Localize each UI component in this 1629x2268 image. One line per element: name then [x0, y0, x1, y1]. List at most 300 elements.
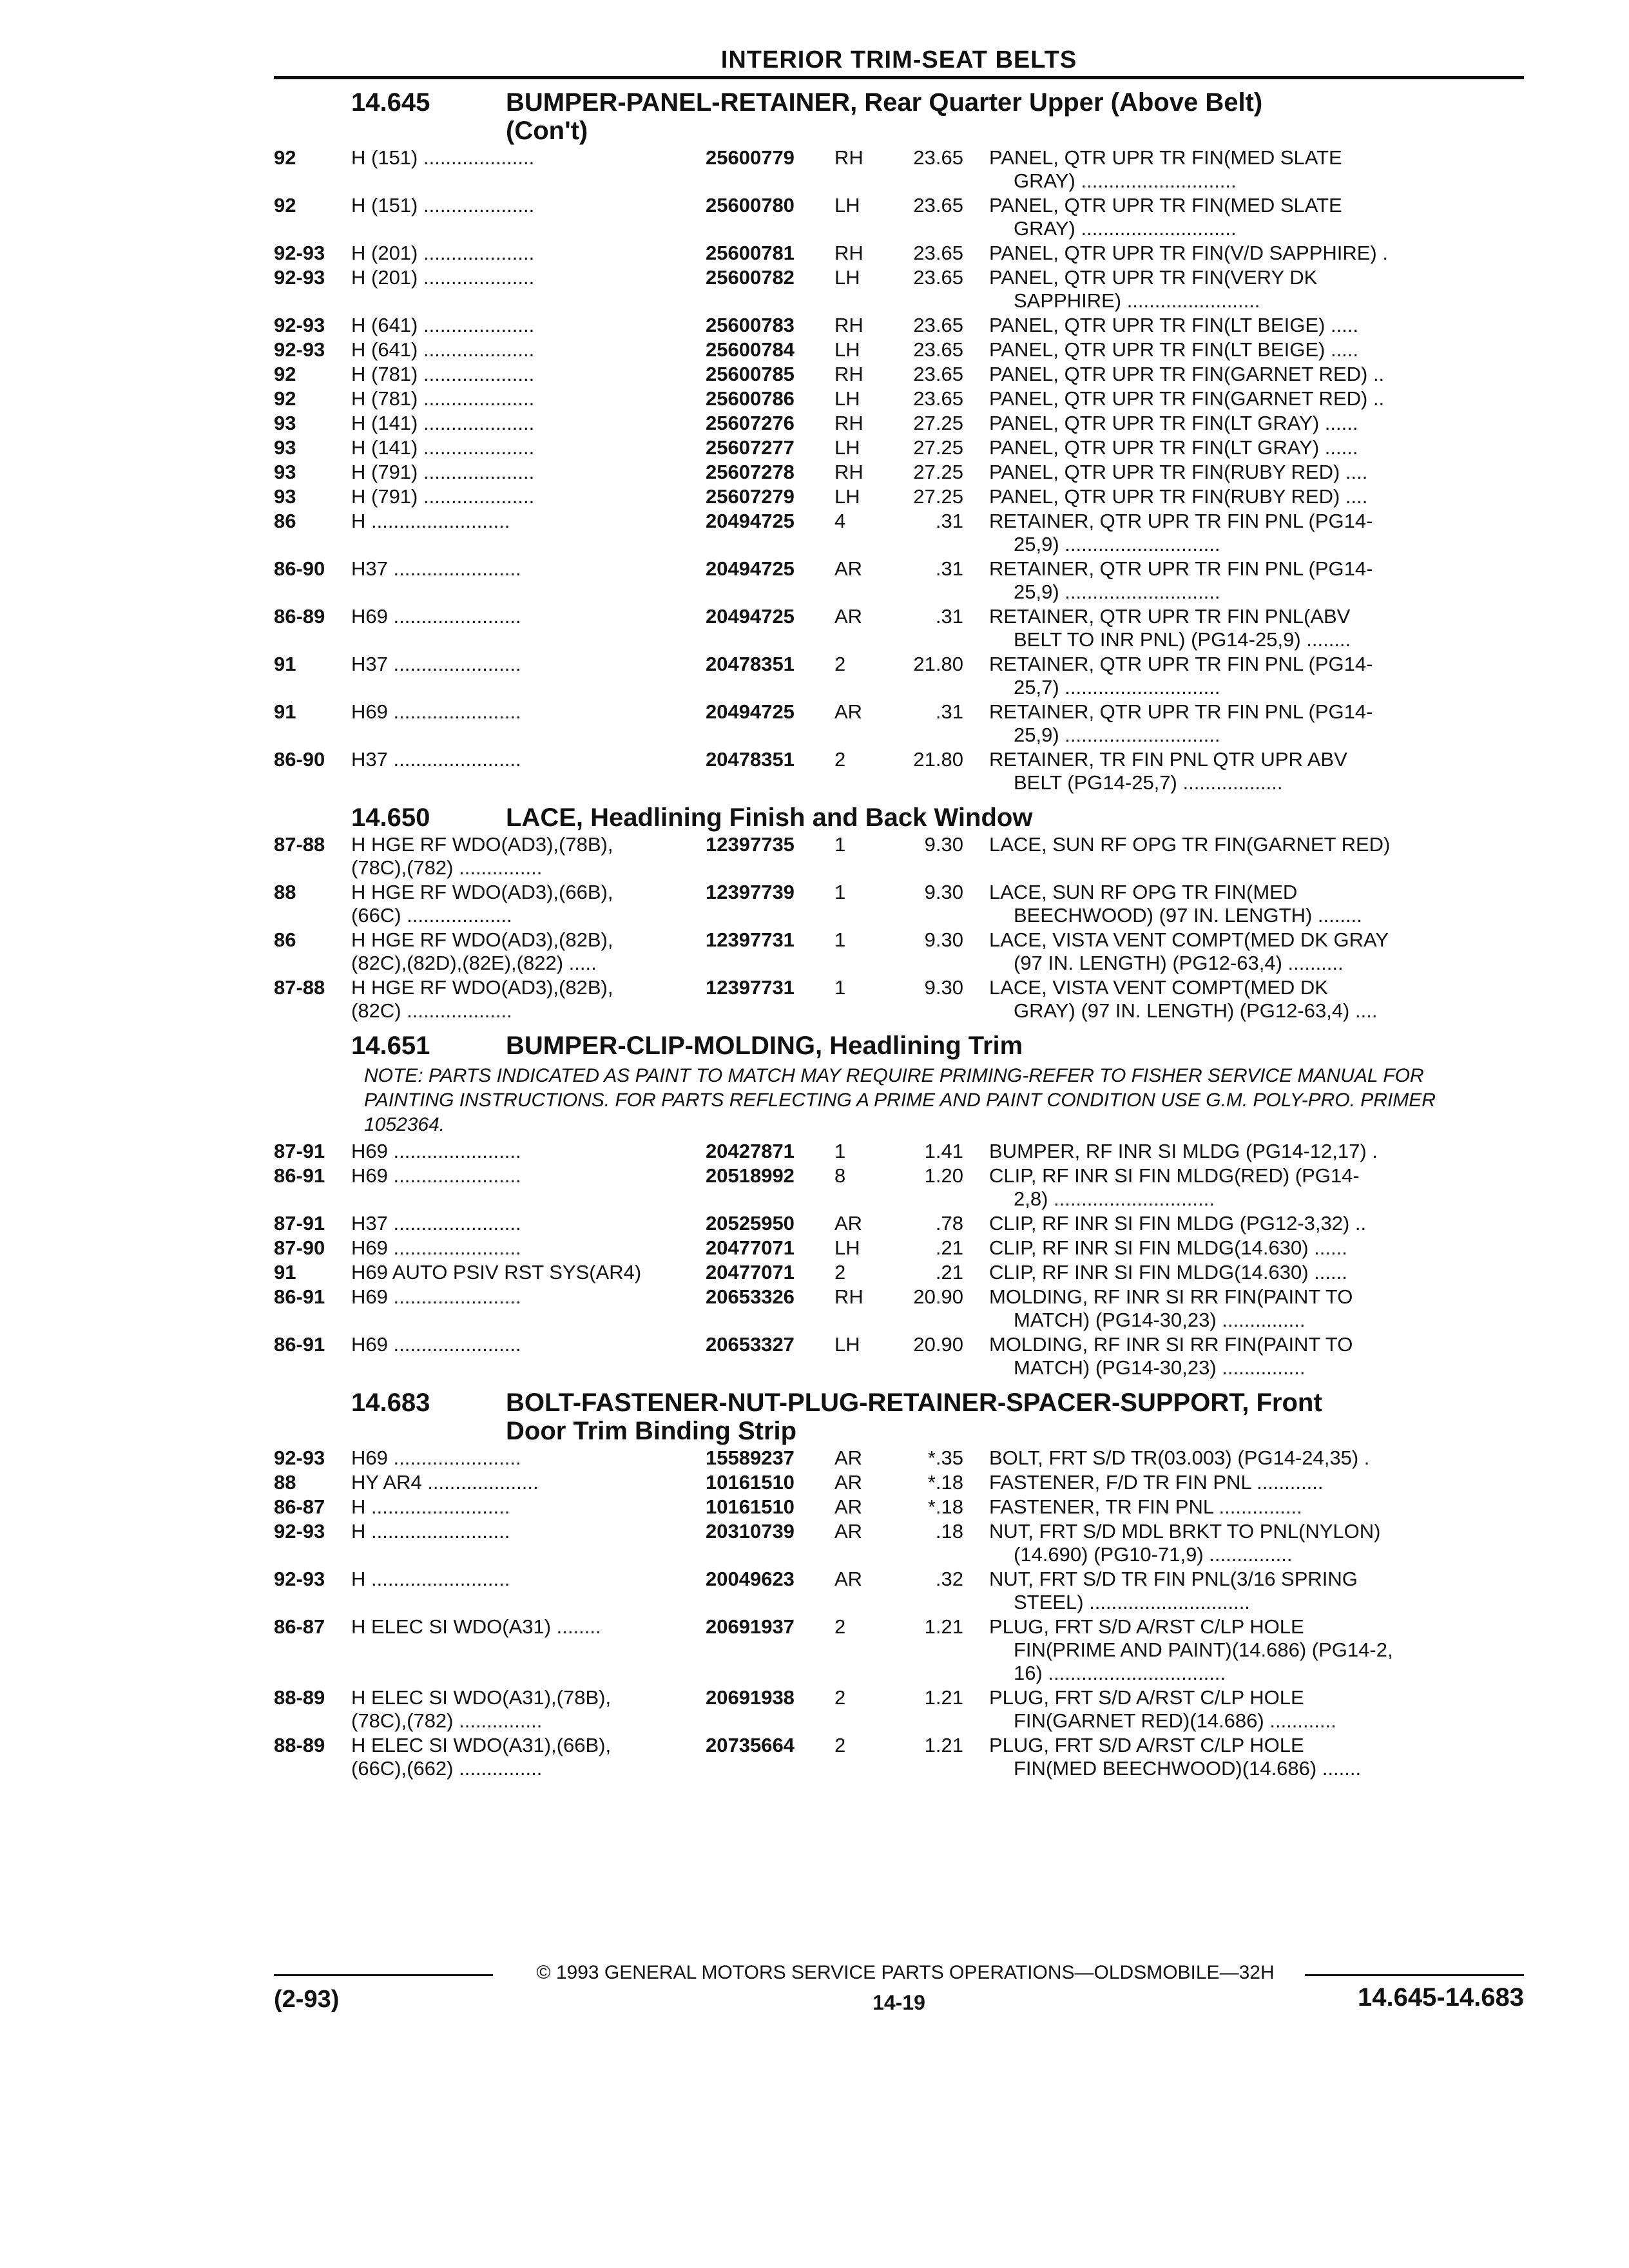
part-row — [274, 1236, 1524, 1260]
footer-rule-right — [1305, 1974, 1524, 1976]
part-row — [274, 338, 1524, 361]
application-line: H (141) .................... — [351, 436, 535, 459]
description-line: RETAINER, QTR UPR TR FIN PNL (PG14- — [989, 700, 1373, 723]
application-line: H69 ....................... — [351, 1285, 521, 1308]
quantity: LH — [834, 1236, 860, 1259]
part-number: 12397731 — [706, 928, 795, 951]
application-line: H ......................... — [351, 1520, 510, 1542]
application-line: H (791) .................... — [351, 485, 535, 508]
description-line: STEEL) ............................. — [1014, 1591, 1250, 1613]
price: .32 — [935, 1568, 963, 1590]
description — [989, 1261, 1524, 1284]
part-number: 25600781 — [706, 242, 795, 264]
model-year: 92-93 — [274, 266, 325, 289]
part-row — [274, 412, 1524, 435]
application-line: H ......................... — [351, 510, 510, 532]
description-line: BELT (PG14-25,7) .................. — [1014, 771, 1283, 794]
section-heading — [274, 803, 1524, 832]
part-row — [274, 1285, 1524, 1332]
description — [989, 1615, 1524, 1685]
part-number: 25600786 — [706, 387, 795, 410]
description — [989, 653, 1524, 699]
part-row — [274, 242, 1524, 265]
model-year: 86-89 — [274, 605, 325, 628]
quantity: AR — [834, 1520, 863, 1542]
application — [351, 1212, 706, 1235]
catalog-sections — [274, 88, 1524, 1780]
application — [351, 1164, 706, 1211]
part-number: 20310739 — [706, 1520, 795, 1542]
quantity: RH — [834, 146, 863, 169]
description — [989, 700, 1524, 747]
part-number: 25600780 — [706, 194, 795, 216]
part-number: 20518992 — [706, 1164, 795, 1187]
application-line: H (781) .................... — [351, 387, 535, 410]
description — [989, 1495, 1524, 1519]
part-row — [274, 1140, 1524, 1163]
description-line: RETAINER, TR FIN PNL QTR UPR ABV — [989, 748, 1347, 771]
part-row — [274, 461, 1524, 484]
page-footer — [274, 1959, 1524, 2030]
description — [989, 412, 1524, 435]
part-row — [274, 557, 1524, 604]
description-line: LACE, SUN RF OPG TR FIN(GARNET RED) — [989, 833, 1391, 856]
description-line: PANEL, QTR UPR TR FIN(LT GRAY) ...... — [989, 436, 1358, 459]
part-row — [274, 1568, 1524, 1614]
application-line: H ELEC SI WDO(A31),(78B), — [351, 1686, 612, 1709]
price: 23.65 — [913, 146, 963, 169]
price: 27.25 — [913, 436, 963, 459]
application-line: H HGE RF WDO(AD3),(82B), — [351, 976, 613, 999]
price: 1.21 — [924, 1686, 963, 1709]
quantity: AR — [834, 1446, 863, 1469]
quantity: AR — [834, 1471, 863, 1494]
application-line: H (151) .................... — [351, 146, 535, 169]
model-year: 87-91 — [274, 1140, 325, 1162]
description — [989, 387, 1524, 410]
price: .21 — [935, 1236, 963, 1259]
description-line: PANEL, QTR UPR TR FIN(V/D SAPPHIRE) . — [989, 242, 1388, 264]
model-year: 86-87 — [274, 1495, 325, 1518]
footer-rule-left — [274, 1974, 493, 1976]
description-line: PLUG, FRT S/D A/RST C/LP HOLE — [989, 1615, 1304, 1638]
application — [351, 461, 706, 484]
price: 23.65 — [913, 314, 963, 336]
model-year: 92 — [274, 146, 296, 169]
description — [989, 510, 1524, 556]
description-line: FASTENER, F/D TR FIN PNL ............ — [989, 1471, 1324, 1494]
description — [989, 314, 1524, 337]
model-year: 86-87 — [274, 1615, 325, 1638]
part-number: 20691937 — [706, 1615, 795, 1638]
description-line: BUMPER, RF INR SI MLDG (PG14-12,17) . — [989, 1140, 1378, 1162]
description-line: 25,9) ............................ — [1014, 581, 1220, 603]
part-number: 20427871 — [706, 1140, 795, 1162]
part-row — [274, 314, 1524, 337]
part-number: 12397731 — [706, 976, 795, 999]
model-year: 88 — [274, 1471, 296, 1494]
application-line: H ELEC SI WDO(A31) ........ — [351, 1615, 601, 1638]
page — [274, 45, 1524, 1780]
catalog-section — [274, 88, 1524, 794]
description-line: LACE, SUN RF OPG TR FIN(MED — [989, 881, 1298, 903]
quantity: 1 — [834, 833, 846, 856]
header-rule — [274, 76, 1524, 79]
part-row — [274, 748, 1524, 794]
quantity: 1 — [834, 928, 846, 951]
application-line: H (201) .................... — [351, 266, 535, 289]
quantity: AR — [834, 605, 863, 628]
section-heading — [274, 1032, 1524, 1060]
part-row — [274, 1164, 1524, 1211]
description-line: RETAINER, QTR UPR TR FIN PNL (PG14- — [989, 510, 1373, 532]
catalog-section — [274, 1389, 1524, 1780]
part-row — [274, 1471, 1524, 1494]
footer-page-number: 14-19 — [872, 1991, 925, 2014]
model-year: 92 — [274, 363, 296, 385]
application-line: (78C),(782) ............... — [351, 1709, 543, 1732]
part-number: 20691938 — [706, 1686, 795, 1709]
section-title: BOLT-FASTENER-NUT-PLUG-RETAINER-SPACER-SUPPORT, Front — [506, 1389, 1322, 1417]
description-line: CLIP, RF INR SI FIN MLDG(RED) (PG14- — [989, 1164, 1360, 1187]
description — [989, 1686, 1524, 1733]
quantity: 2 — [834, 748, 846, 771]
price: 1.20 — [924, 1164, 963, 1187]
part-row — [274, 363, 1524, 386]
description — [989, 557, 1524, 604]
application-line: H69 AUTO PSIV RST SYS(AR4) — [351, 1261, 642, 1283]
part-number: 25600779 — [706, 146, 795, 169]
price: 23.65 — [913, 338, 963, 361]
model-year: 92 — [274, 194, 296, 216]
quantity: RH — [834, 242, 863, 264]
part-number: 20494725 — [706, 605, 795, 628]
quantity: LH — [834, 436, 860, 459]
part-row — [274, 485, 1524, 508]
model-year: 88-89 — [274, 1734, 325, 1756]
application-line: H (641) .................... — [351, 338, 535, 361]
description — [989, 1212, 1524, 1235]
model-year: 87-90 — [274, 1236, 325, 1259]
description — [989, 1236, 1524, 1260]
application-line: H69 ....................... — [351, 1140, 521, 1162]
quantity: 1 — [834, 881, 846, 903]
application — [351, 1333, 706, 1379]
part-number: 20477071 — [706, 1261, 795, 1283]
part-number: 25600782 — [706, 266, 795, 289]
description-line: (97 IN. LENGTH) (PG12-63,4) .......... — [1014, 952, 1344, 974]
description-line: RETAINER, QTR UPR TR FIN PNL (PG14- — [989, 557, 1373, 580]
section-number: 14.650 — [351, 803, 430, 832]
section-title: BUMPER-CLIP-MOLDING, Headlining Trim — [506, 1032, 1023, 1060]
description — [989, 1568, 1524, 1614]
description-line: LACE, VISTA VENT COMPT(MED DK — [989, 976, 1328, 999]
description-line: PLUG, FRT S/D A/RST C/LP HOLE — [989, 1734, 1304, 1756]
part-number: 25600783 — [706, 314, 795, 336]
part-row — [274, 1333, 1524, 1379]
part-number: 20653327 — [706, 1333, 795, 1356]
quantity: AR — [834, 1568, 863, 1590]
part-number: 25607279 — [706, 485, 795, 508]
description — [989, 605, 1524, 651]
description-line: 25,7) ............................ — [1014, 676, 1220, 698]
application-line: H HGE RF WDO(AD3),(82B), — [351, 928, 613, 951]
application — [351, 1520, 706, 1566]
price: .21 — [935, 1261, 963, 1283]
description — [989, 436, 1524, 459]
application — [351, 976, 706, 1023]
application — [351, 266, 706, 312]
application-line: H69 ....................... — [351, 1446, 521, 1469]
description-line: FIN(GARNET RED)(14.686) ............ — [1014, 1709, 1336, 1732]
description-line: MATCH) (PG14-30,23) ............... — [1014, 1309, 1306, 1331]
quantity: AR — [834, 1495, 863, 1518]
application-line: (78C),(782) ............... — [351, 856, 543, 879]
application — [351, 194, 706, 240]
part-number: 10161510 — [706, 1471, 795, 1494]
description-line: CLIP, RF INR SI FIN MLDG(14.630) ...... — [989, 1236, 1347, 1259]
catalog-section — [274, 803, 1524, 1023]
quantity: 2 — [834, 1261, 846, 1283]
part-number: 25607278 — [706, 461, 795, 483]
section-title-block — [506, 803, 1524, 832]
model-year: 92-93 — [274, 338, 325, 361]
model-year: 93 — [274, 461, 296, 483]
description-line: RETAINER, QTR UPR TR FIN PNL(ABV — [989, 605, 1351, 628]
description-line: MOLDING, RF INR SI RR FIN(PAINT TO — [989, 1333, 1353, 1356]
description-line: CLIP, RF INR SI FIN MLDG (PG12-3,32) .. — [989, 1212, 1367, 1235]
part-number: 20494725 — [706, 510, 795, 532]
part-number: 25600784 — [706, 338, 795, 361]
application — [351, 314, 706, 337]
application — [351, 1261, 706, 1284]
application-line: H HGE RF WDO(AD3),(66B), — [351, 881, 613, 903]
quantity: 2 — [834, 1734, 846, 1756]
description-line: PANEL, QTR UPR TR FIN(MED SLATE — [989, 146, 1342, 169]
description-line: SAPPHIRE) ........................ — [1014, 289, 1260, 312]
description — [989, 1333, 1524, 1379]
part-row — [274, 1446, 1524, 1470]
part-number: 15589237 — [706, 1446, 795, 1469]
price: .31 — [935, 605, 963, 628]
section-number: 14.645 — [351, 88, 430, 117]
application-line: H HGE RF WDO(AD3),(78B), — [351, 833, 613, 856]
application — [351, 146, 706, 193]
price: .78 — [935, 1212, 963, 1235]
part-number: 20049623 — [706, 1568, 795, 1590]
model-year: 92-93 — [274, 242, 325, 264]
price: 20.90 — [913, 1333, 963, 1356]
price: .18 — [935, 1520, 963, 1542]
description-line: (14.690) (PG10-71,9) ............... — [1014, 1543, 1293, 1566]
price: 1.41 — [924, 1140, 963, 1162]
description — [989, 1285, 1524, 1332]
application-line: H (151) .................... — [351, 194, 535, 216]
description-line: PANEL, QTR UPR TR FIN(RUBY RED) .... — [989, 461, 1368, 483]
application-line: (82C) ................... — [351, 999, 512, 1022]
part-row — [274, 436, 1524, 459]
section-title-block — [506, 88, 1524, 145]
part-row — [274, 1212, 1524, 1235]
price: .31 — [935, 700, 963, 723]
price: *.18 — [927, 1471, 963, 1494]
price: 9.30 — [924, 881, 963, 903]
description — [989, 461, 1524, 484]
section-subtitle: Door Trim Binding Strip — [506, 1417, 797, 1445]
section-number: 14.683 — [351, 1389, 430, 1417]
application — [351, 557, 706, 604]
description — [989, 976, 1524, 1023]
description — [989, 1471, 1524, 1494]
section-number: 14.651 — [351, 1032, 430, 1060]
description-line: PANEL, QTR UPR TR FIN(GARNET RED) .. — [989, 363, 1385, 385]
description-line: GRAY) ............................ — [1014, 217, 1237, 240]
description-line: RETAINER, QTR UPR TR FIN PNL (PG14- — [989, 653, 1373, 675]
part-number: 20478351 — [706, 653, 795, 675]
part-row — [274, 881, 1524, 927]
description-line: BOLT, FRT S/D TR(03.003) (PG14-24,35) . — [989, 1446, 1370, 1469]
part-number: 10161510 — [706, 1495, 795, 1518]
part-row — [274, 700, 1524, 747]
part-number: 20525950 — [706, 1212, 795, 1235]
quantity: 4 — [834, 510, 846, 532]
part-row — [274, 653, 1524, 699]
application-line: H37 ....................... — [351, 653, 521, 675]
description-line: 25,9) ............................ — [1014, 533, 1220, 555]
application-line: H ELEC SI WDO(A31),(66B), — [351, 1734, 612, 1756]
price: 23.65 — [913, 387, 963, 410]
section-subtitle: (Con't) — [506, 117, 588, 145]
application-line: H ......................... — [351, 1495, 510, 1518]
description-line: PANEL, QTR UPR TR FIN(VERY DK — [989, 266, 1318, 289]
part-row — [274, 1734, 1524, 1780]
quantity: 8 — [834, 1164, 846, 1187]
application — [351, 833, 706, 879]
part-row — [274, 1261, 1524, 1284]
model-year: 86 — [274, 510, 296, 532]
model-year: 91 — [274, 653, 296, 675]
price: 9.30 — [924, 928, 963, 951]
quantity: RH — [834, 412, 863, 434]
application — [351, 1446, 706, 1470]
quantity: LH — [834, 338, 860, 361]
application-line: HY AR4 .................... — [351, 1471, 539, 1494]
model-year: 88 — [274, 881, 296, 903]
quantity: AR — [834, 700, 863, 723]
part-row — [274, 1615, 1524, 1685]
description-line: FIN(PRIME AND PAINT)(14.686) (PG14-2, — [1014, 1639, 1393, 1661]
price: 23.65 — [913, 194, 963, 216]
quantity: RH — [834, 1285, 863, 1308]
quantity: AR — [834, 1212, 863, 1235]
part-row — [274, 605, 1524, 651]
application-line: (66C),(662) ............... — [351, 1757, 543, 1780]
section-heading — [274, 88, 1524, 145]
description-line: NUT, FRT S/D TR FIN PNL(3/16 SPRING — [989, 1568, 1358, 1590]
description-line: BELT TO INR PNL) (PG14-25,9) ........ — [1014, 628, 1351, 651]
application-line: H (781) .................... — [351, 363, 535, 385]
description-line: PANEL, QTR UPR TR FIN(MED SLATE — [989, 194, 1342, 216]
quantity: 2 — [834, 1615, 846, 1638]
part-number: 20494725 — [706, 557, 795, 580]
application-line: H (201) .................... — [351, 242, 535, 264]
model-year: 92-93 — [274, 1568, 325, 1590]
model-year: 86-91 — [274, 1164, 325, 1187]
part-row — [274, 146, 1524, 193]
part-number: 12397735 — [706, 833, 795, 856]
description-line: CLIP, RF INR SI FIN MLDG(14.630) ...... — [989, 1261, 1347, 1283]
page-title: INTERIOR TRIM-SEAT BELTS — [720, 46, 1077, 73]
section-title-block — [506, 1389, 1524, 1445]
description-line: 2,8) ............................. — [1014, 1187, 1215, 1210]
model-year: 91 — [274, 1261, 296, 1283]
description-line: GRAY) (97 IN. LENGTH) (PG12-63,4) .... — [1014, 999, 1378, 1022]
quantity: 2 — [834, 653, 846, 675]
application — [351, 1236, 706, 1260]
price: 21.80 — [913, 653, 963, 675]
application-line: H (791) .................... — [351, 461, 535, 483]
model-year: 92-93 — [274, 1520, 325, 1542]
section-title: BUMPER-PANEL-RETAINER, Rear Quarter Upper (Above Belt) — [506, 88, 1263, 117]
description — [989, 748, 1524, 794]
part-number: 25607276 — [706, 412, 795, 434]
quantity: AR — [834, 557, 863, 580]
application — [351, 510, 706, 556]
application — [351, 485, 706, 508]
description-line: GRAY) ............................ — [1014, 169, 1237, 192]
application-line: H69 ....................... — [351, 700, 521, 723]
price: 21.80 — [913, 748, 963, 771]
application — [351, 242, 706, 265]
price: *.35 — [927, 1446, 963, 1469]
description — [989, 485, 1524, 508]
part-row — [274, 976, 1524, 1023]
description — [989, 338, 1524, 361]
application — [351, 1495, 706, 1519]
description-line: LACE, VISTA VENT COMPT(MED DK GRAY — [989, 928, 1389, 951]
part-row — [274, 1686, 1524, 1733]
description-line: PANEL, QTR UPR TR FIN(LT GRAY) ...... — [989, 412, 1358, 434]
price: 23.65 — [913, 242, 963, 264]
application-line: H37 ....................... — [351, 557, 521, 580]
quantity: 2 — [834, 1686, 846, 1709]
part-number: 20478351 — [706, 748, 795, 771]
description-line: 16) ................................ — [1014, 1662, 1226, 1684]
part-number: 20653326 — [706, 1285, 795, 1308]
description-line: PLUG, FRT S/D A/RST C/LP HOLE — [989, 1686, 1304, 1709]
price: 27.25 — [913, 461, 963, 483]
model-year: 87-88 — [274, 976, 325, 999]
application — [351, 387, 706, 410]
application — [351, 1568, 706, 1614]
price: 20.90 — [913, 1285, 963, 1308]
description — [989, 1734, 1524, 1780]
model-year: 86-91 — [274, 1285, 325, 1308]
part-row — [274, 266, 1524, 312]
price: 27.25 — [913, 485, 963, 508]
model-year: 91 — [274, 700, 296, 723]
application-line: (82C),(82D),(82E),(822) ..... — [351, 952, 597, 974]
price: *.18 — [927, 1495, 963, 1518]
application — [351, 436, 706, 459]
application-line: H69 ....................... — [351, 1236, 521, 1259]
application — [351, 605, 706, 651]
part-row — [274, 1520, 1524, 1566]
part-row — [274, 194, 1524, 240]
application-line: H69 ....................... — [351, 605, 521, 628]
application — [351, 1140, 706, 1163]
application — [351, 928, 706, 975]
